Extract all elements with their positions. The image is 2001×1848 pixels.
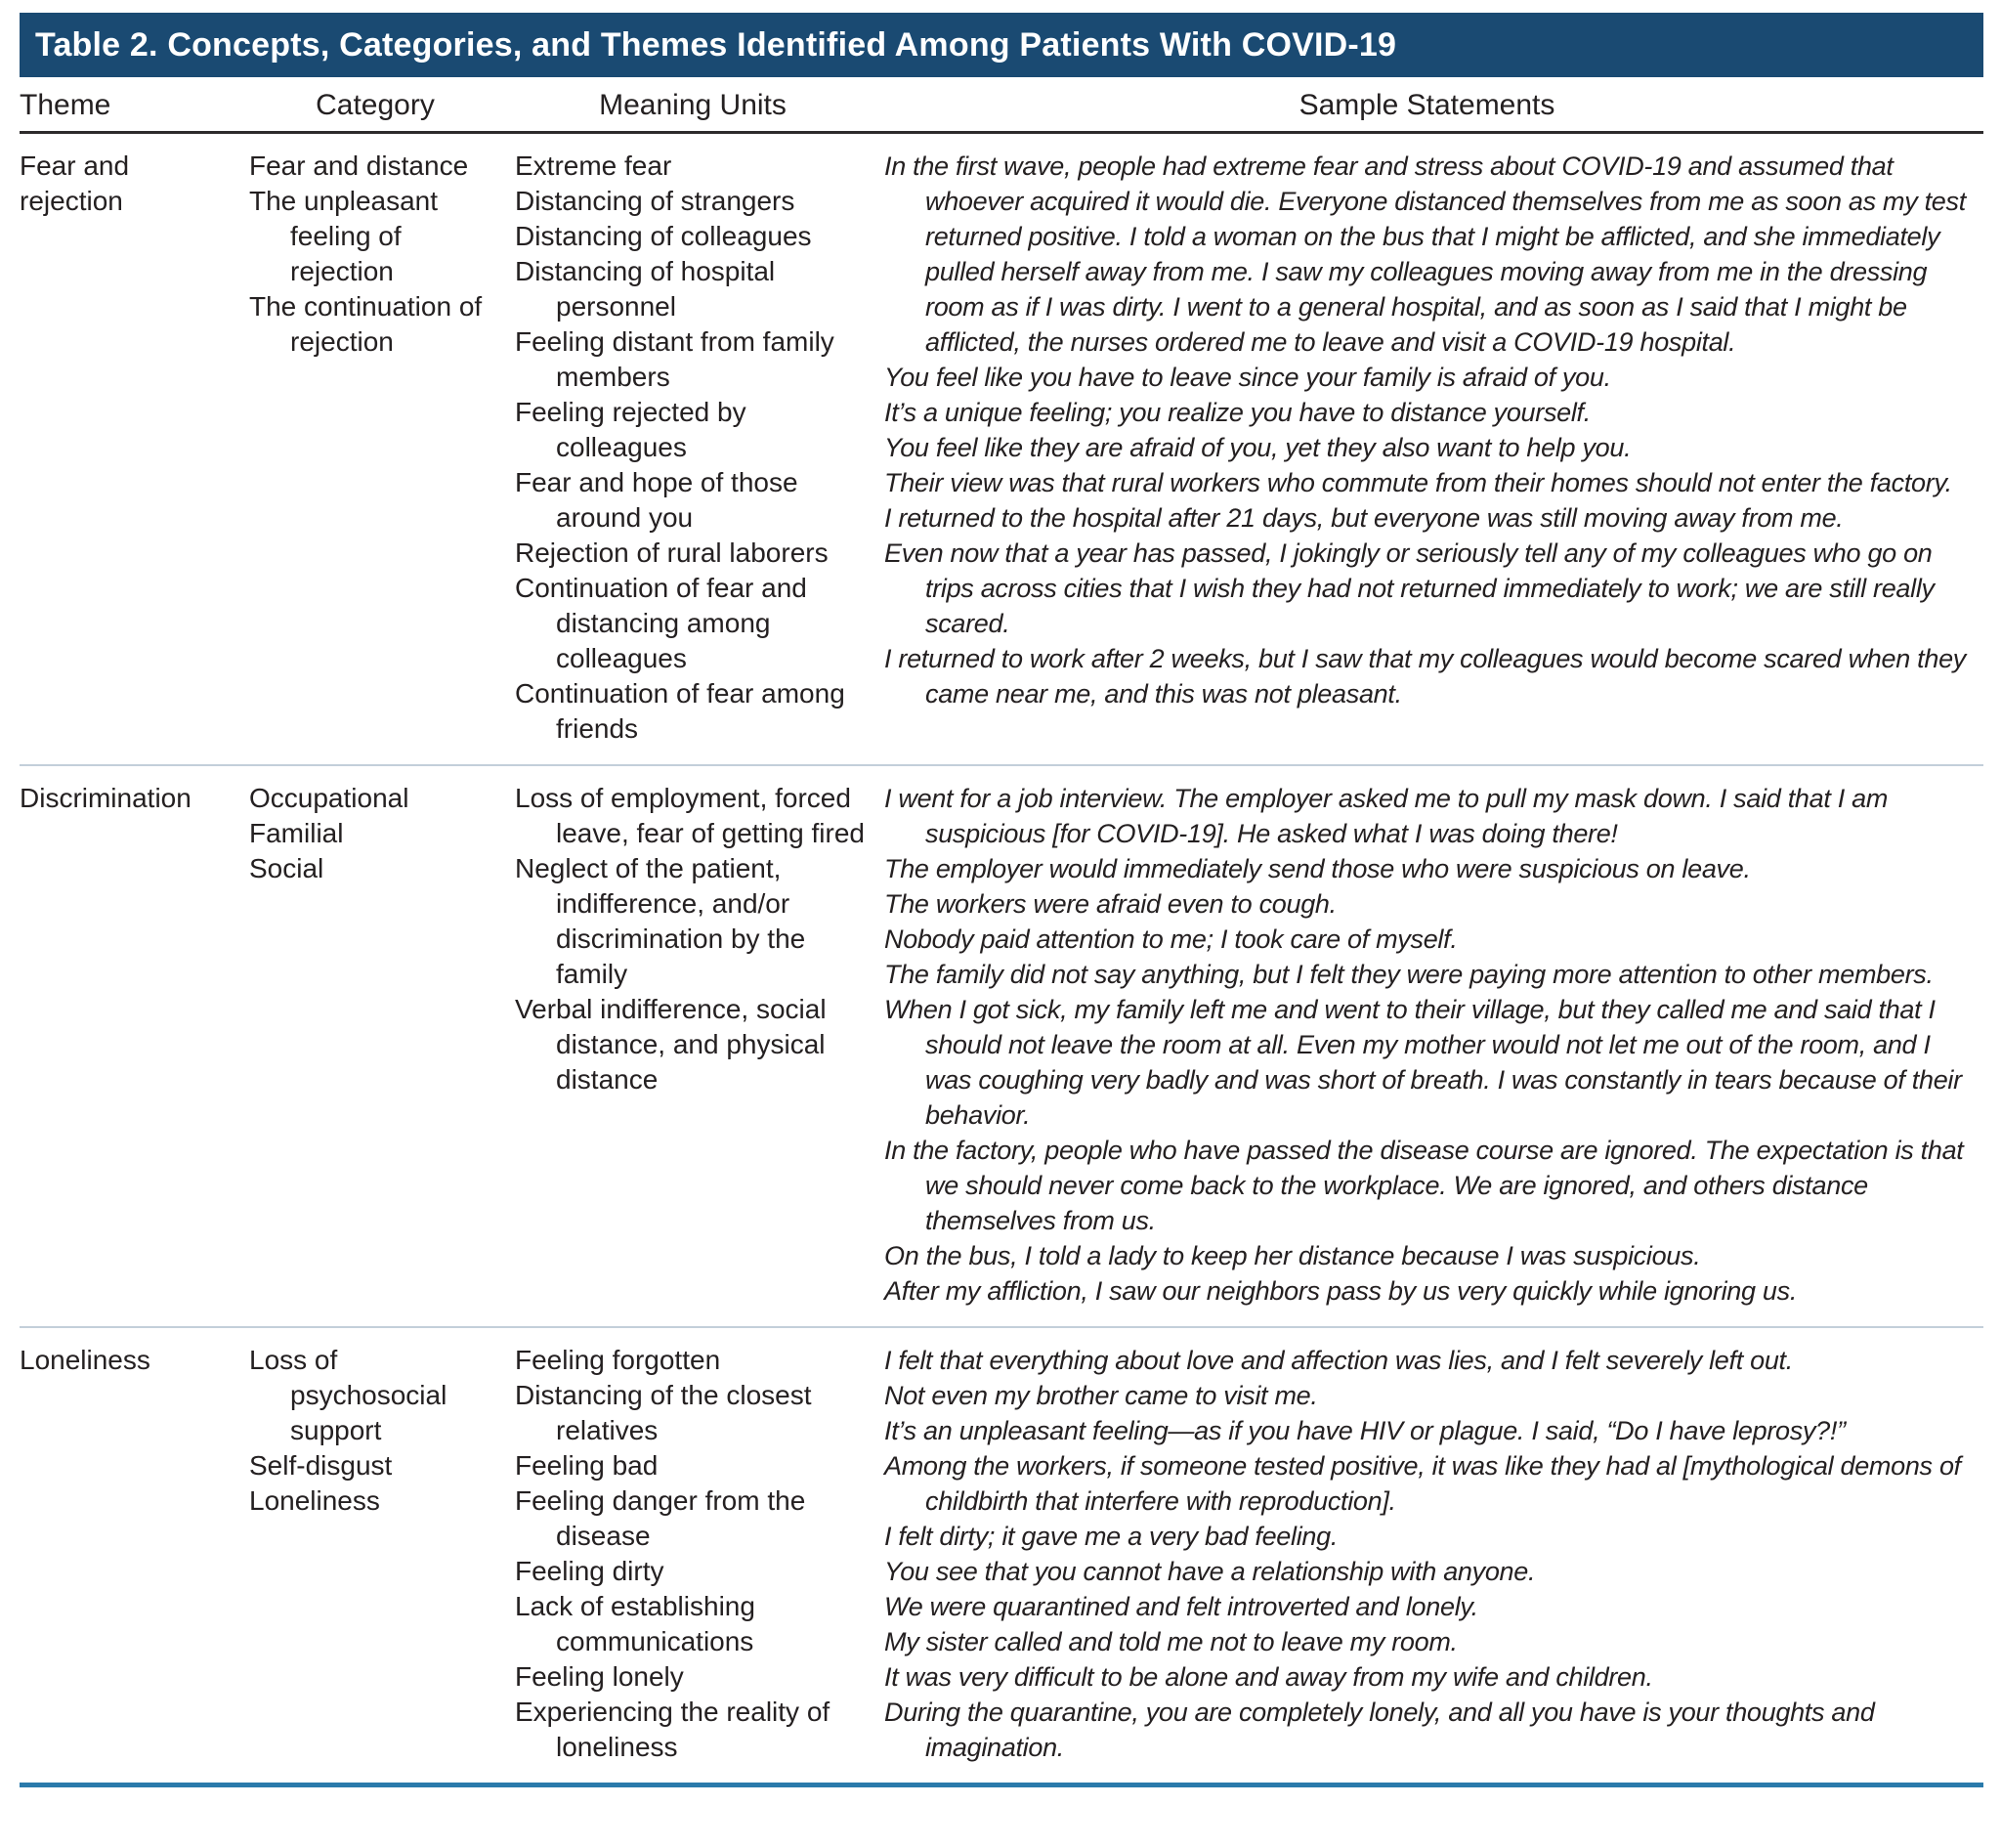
meaning-unit-item: Distancing of hospital personnel <box>515 256 776 322</box>
sample-statement: Nobody paid attention to me; I took care of myself. <box>884 924 1458 954</box>
category-item: Self-disgust <box>249 1450 393 1481</box>
sample-statement: You feel like they are afraid of you, yet they also want to help you. <box>884 433 1632 462</box>
meaning-unit-item: Feeling distant from family members <box>515 326 834 392</box>
meaning-unit-item: Distancing of colleagues <box>515 221 812 251</box>
meaning-unit-item: Verbal indifference, social distance, and physical distance <box>515 994 827 1095</box>
sample-statement: You see that you cannot have a relationship with anyone. <box>884 1557 1536 1586</box>
category-item: The continuation of rejection <box>249 291 483 357</box>
sample-statement: We were quarantined and felt introverted and lonely. <box>884 1592 1478 1621</box>
column-header-row <box>20 77 1983 134</box>
sample-statement: I felt that everything about love and affection was lies, and I felt severely left out. <box>884 1346 1793 1375</box>
sample-statement: I returned to the hospital after 21 days, but everyone was still moving away from me. <box>884 503 1844 533</box>
meaning-unit-item: Fear and hope of those around you <box>515 467 798 533</box>
column-header-theme: Theme <box>20 89 111 121</box>
category-item: Familial <box>249 818 344 848</box>
category-item: Loss of psychosocial support <box>249 1345 447 1445</box>
column-header-meaning-units: Meaning Units <box>599 89 787 121</box>
theme-row <box>20 766 1983 1328</box>
meaning-unit-item: Feeling forgotten <box>515 1345 721 1375</box>
meaning-unit-item: Feeling bad <box>515 1450 659 1481</box>
meaning-unit-item: Feeling danger from the disease <box>515 1485 806 1551</box>
theme-row <box>20 134 1983 766</box>
sample-statement: You feel like you have to leave since your family is afraid of you. <box>884 363 1611 392</box>
column-header-category: Category <box>316 89 435 121</box>
meaning-unit-item: Feeling dirty <box>515 1556 664 1586</box>
sample-statement: I returned to work after 2 weeks, but I saw that my colleagues would become scared when they came near me, and this was not pleasant. <box>884 644 1966 709</box>
table-body <box>20 134 1983 1787</box>
sample-statement: Among the workers, if someone tested positive, it was like they had al [mythological demons of childbirth that interfere with reproduction]. <box>884 1451 1961 1516</box>
meaning-unit-item: Feeling lonely <box>515 1661 684 1692</box>
sample-statements-cell <box>884 1343 1983 1765</box>
sample-statement: The family did not say anything, but I felt they were paying more attention to other members. <box>884 960 1934 989</box>
sample-statement: My sister called and told me not to leave my room. <box>884 1627 1458 1656</box>
sample-statement: During the quarantine, you are completely lonely, and all you have is your thoughts and imagination. <box>884 1698 1875 1762</box>
sample-statement: Even now that a year has passed, I jokingly or seriously tell any of my colleagues who go on trips across cities that I wish they had not returned immediately to work; we are still really scared. <box>884 538 1935 638</box>
sample-statement: It’s a unique feeling; you realize you have to distance yourself. <box>884 398 1591 427</box>
meaning-unit-item: Distancing of the closest relatives <box>515 1380 812 1445</box>
category-item: Fear and distance <box>249 150 469 181</box>
sample-statement: Their view was that rural workers who commute from their homes should not enter the factory. <box>884 468 1952 497</box>
category-item: Occupational <box>249 783 409 813</box>
sample-statement: Not even my brother came to visit me. <box>884 1381 1318 1410</box>
sample-statements-cell <box>884 149 1983 747</box>
meaning-unit-item: Continuation of fear and distancing among colleagues <box>515 573 807 673</box>
sample-statement: In the first wave, people had extreme fear and stress about COVID-19 and assumed that whoever acquired it would die. Everyone distanced themselves from me as soon as my test returned positive. I told a woman on the bus that I might be afflicted, and she immediately pulled herself away from me. I saw my colleagues moving away from me in the dressing room as if I was dirty. I went to a general hospital, and as soon as I said that I might be afflicted, the nurses ordered me to leave and visit a COVID-19 hospital. <box>884 151 1966 357</box>
sample-statement: When I got sick, my family left me and went to their village, but they called me and said that I should not leave the room at all. Even my mother would not let me out of the room, and I was coughing very badly and was short of breath. I was constantly in tears because of their behavior. <box>884 995 1962 1130</box>
sample-statement: I went for a job interview. The employer asked me to pull my mask down. I said that I am suspicious [for COVID-19]. He asked what I was doing there! <box>884 784 1889 848</box>
meaning-unit-item: Continuation of fear among friends <box>515 678 845 744</box>
sample-statements-cell <box>884 781 1983 1309</box>
sample-statement: I felt dirty; it gave me a very bad feeling. <box>884 1522 1339 1551</box>
meaning-unit-item: Feeling rejected by colleagues <box>515 397 746 462</box>
sample-statement: It’s an unpleasant feeling—as if you have HIV or plague. I said, “Do I have leprosy?!” <box>884 1416 1846 1445</box>
category-item: Social <box>249 853 324 883</box>
table-title-bar <box>20 13 1983 77</box>
theme-cell: Fear and rejection <box>20 150 130 216</box>
meaning-unit-item: Extreme fear <box>515 150 672 181</box>
meaning-unit-item: Neglect of the patient, indifference, and/or discrimination by the family <box>515 853 806 989</box>
sample-statement: On the bus, I told a lady to keep her distance because I was suspicious. <box>884 1241 1701 1270</box>
category-cell <box>249 149 515 747</box>
sample-statement: After my affliction, I saw our neighbors pass by us very quickly while ignoring us. <box>884 1276 1798 1306</box>
sample-statement: In the factory, people who have passed the disease course are ignored. The expectation is that we should never come back to the workplace. We are ignored, and others distance themselves from us. <box>884 1136 1964 1235</box>
column-header-sample-statements: Sample Statements <box>1299 89 1555 121</box>
meaning-units-cell <box>515 149 884 747</box>
category-cell <box>249 1343 515 1765</box>
sample-statement: The employer would immediately send those who were suspicious on leave. <box>884 854 1751 883</box>
table-title: Table 2. Concepts, Categories, and Themes Identified Among Patients With COVID-19 <box>35 26 1397 64</box>
meaning-unit-item: Rejection of rural laborers <box>515 537 829 568</box>
category-item: The unpleasant feeling of rejection <box>249 186 439 286</box>
meaning-unit-item: Distancing of strangers <box>515 186 795 216</box>
meaning-units-cell <box>515 1343 884 1765</box>
meaning-unit-item: Experiencing the reality of loneliness <box>515 1697 830 1762</box>
theme-cell: Loneliness <box>20 1345 150 1375</box>
sample-statement: The workers were afraid even to cough. <box>884 889 1337 919</box>
category-item: Loneliness <box>249 1485 380 1516</box>
meaning-unit-item: Loss of employment, forced leave, fear of getting fired <box>515 783 865 848</box>
sample-statement: It was very difficult to be alone and away from my wife and children. <box>884 1662 1653 1692</box>
meaning-unit-item: Lack of establishing communications <box>515 1591 755 1656</box>
meaning-units-cell <box>515 781 884 1309</box>
theme-row <box>20 1328 1983 1787</box>
theme-cell: Discrimination <box>20 783 192 813</box>
category-cell <box>249 781 515 1309</box>
